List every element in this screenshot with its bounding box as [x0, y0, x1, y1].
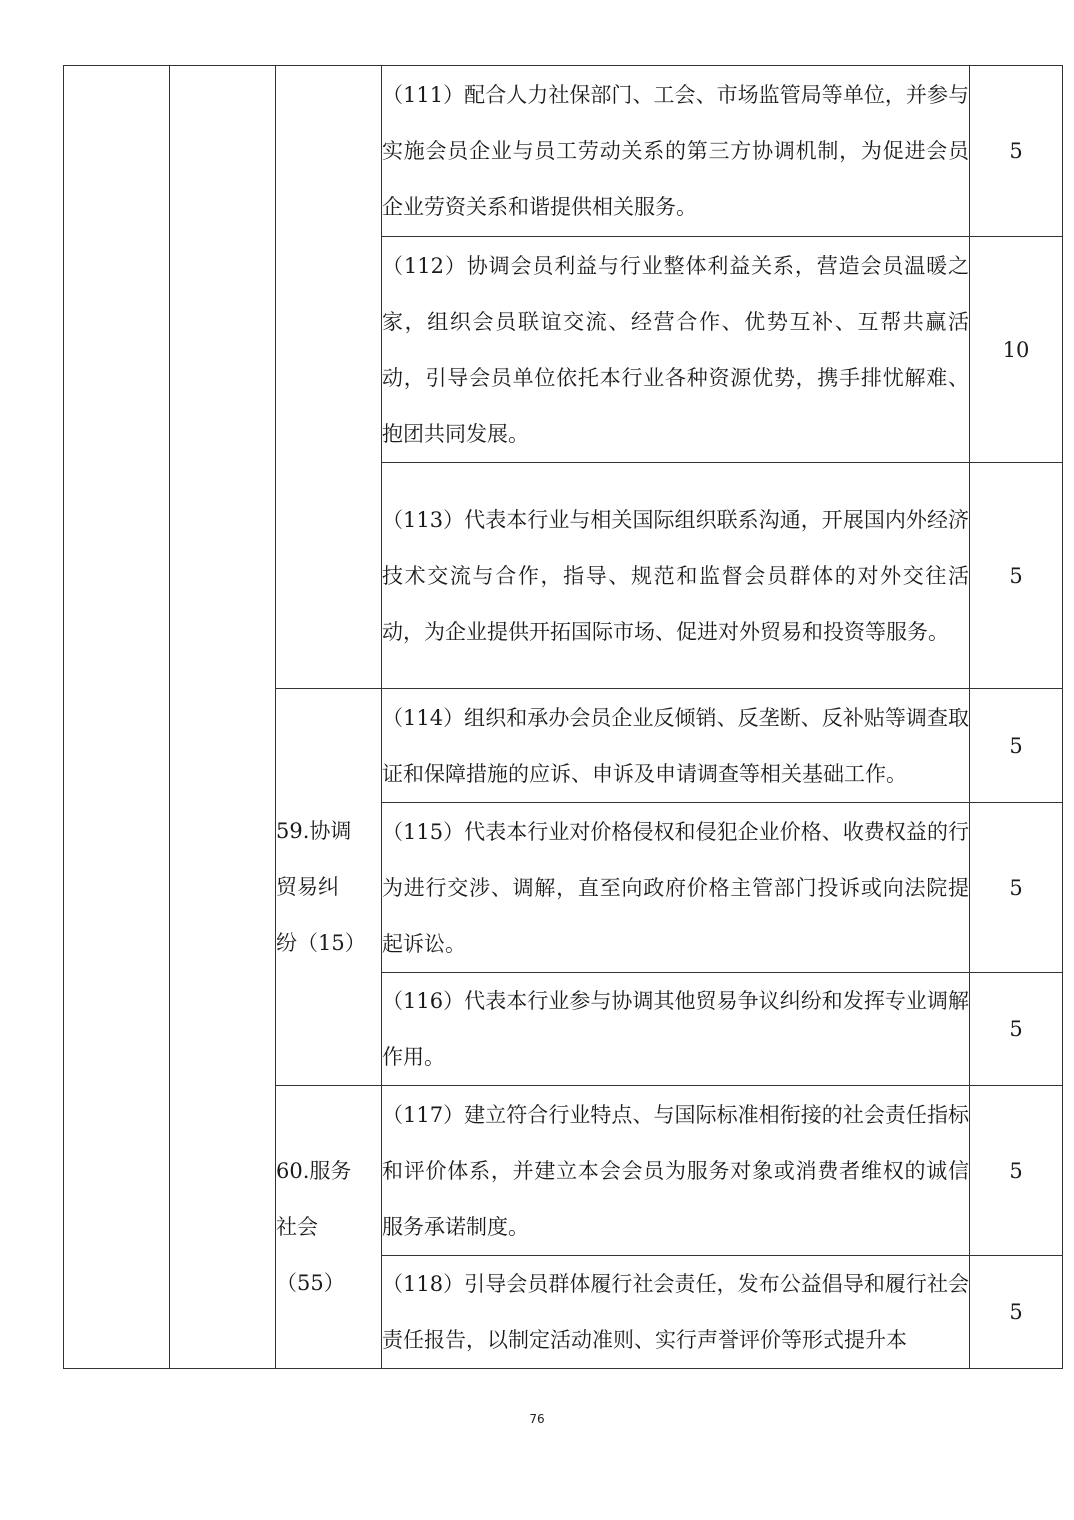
score-114: 5: [970, 689, 1063, 803]
item-117: （117）建立符合行业特点、与国际标准相衔接的社会责任指标和评价体系，并建立本会会员为服务对象或消费者维权的诚信服务承诺制度。: [382, 1086, 970, 1256]
item-113: （113）代表本行业与相关国际组织联系沟通，开展国内外经济技术交流与合作，指导、规范和监督会员群体的对外交往活动，为企业提供开拓国际市场、促进对外贸易和投资等服务。: [382, 463, 970, 689]
level1-cell: [64, 66, 170, 1369]
score-116: 5: [970, 973, 1063, 1086]
level3-cell-empty: [276, 66, 382, 689]
level2-cell: [170, 66, 276, 1369]
score-111: 5: [970, 66, 1063, 237]
item-114: （114）组织和承办会员企业反倾销、反垄断、反补贴等调查取证和保障措施的应诉、申诉及申请调查等相关基础工作。: [382, 689, 970, 803]
category-59: [276, 689, 382, 1086]
score-115: 5: [970, 803, 1063, 973]
item-111: （111）配合人力社保部门、工会、市场监管局等单位，并参与实施会员企业与员工劳动关系的第三方协调机制，为促进会员企业劳资关系和谐提供相关服务。: [382, 66, 970, 237]
item-116: （116）代表本行业参与协调其他贸易争议纠纷和发挥专业调解作用。: [382, 973, 970, 1086]
category-60: [276, 1086, 382, 1369]
score-118: 5: [970, 1256, 1063, 1369]
category-59-line2: 贸易纠: [276, 875, 339, 899]
category-60-line3: （55）: [276, 1271, 345, 1295]
category-59-line3: 纷（15）: [276, 931, 366, 955]
category-60-line2: 社会: [276, 1215, 318, 1239]
scoring-table: [63, 65, 1063, 1369]
item-118: （118）引导会员群体履行社会责任，发布公益倡导和履行社会责任报告，以制定活动准则、实行声誉评价等形式提升本: [382, 1256, 970, 1369]
score-113: 5: [970, 463, 1063, 689]
category-59-line1: 59.协调: [276, 819, 352, 843]
score-117: 5: [970, 1086, 1063, 1256]
page-number: 76: [529, 1412, 545, 1426]
table-row: [64, 66, 1063, 237]
item-115: （115）代表本行业对价格侵权和侵犯企业价格、收费权益的行为进行交涉、调解，直至向政府价格主管部门投诉或向法院提起诉讼。: [382, 803, 970, 973]
item-112: （112）协调会员利益与行业整体利益关系，营造会员温暖之家，组织会员联谊交流、经营合作、优势互补、互帮共赢活动，引导会员单位依托本行业各种资源优势，携手排忧解难、抱团共同发展。: [382, 237, 970, 463]
category-60-line1: 60.服务: [276, 1159, 352, 1183]
score-112: 10: [970, 237, 1063, 463]
